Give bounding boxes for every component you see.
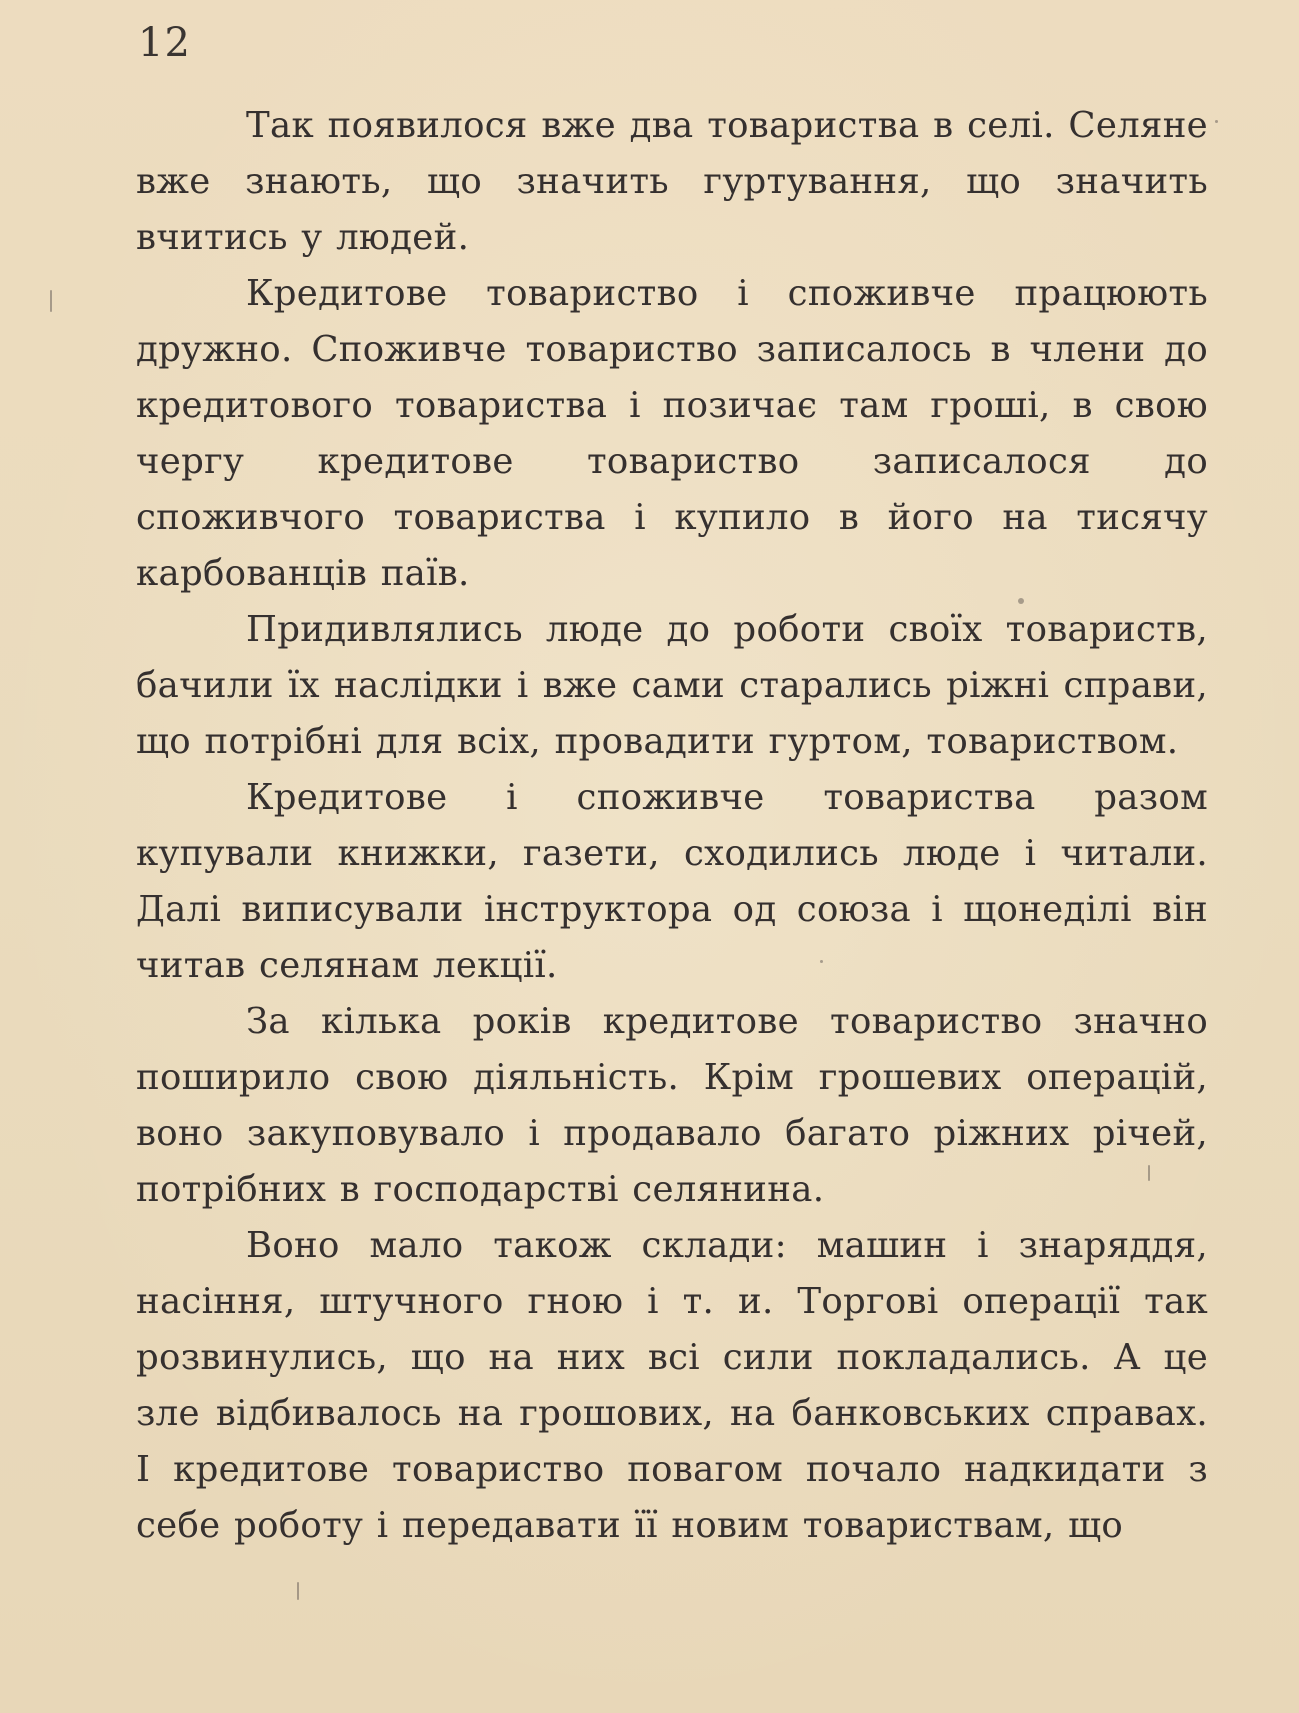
paper-speck <box>297 1582 299 1600</box>
paragraph-4: Кредитове і споживче товариства разом купували книжки, газети, сходились люде і читали. Далі виписували інструктора од союза і щонеділі він читав селянам лекції. <box>136 777 1208 986</box>
paper-speck <box>50 290 52 312</box>
paragraph-6: Воно мало також склади: машин і знаряддя, насіння, штучного гною і т. и. Торгові операції так розвинулись, що на них всі сили покладались. А це зле відбивалось на грошових, на банковських справах. І кредитове товариство повагом почало надкидати з себе роботу і передавати її новим товариствам, що <box>136 1225 1208 1546</box>
paragraph-3: Придивлялись люде до роботи своїх товариств, бачили їх наслідки і вже сами старались ріжні справи, що потрібні для всіх, провадити гуртом, товариством. <box>136 609 1208 762</box>
page-number: 12 <box>138 20 191 66</box>
paper-speck <box>820 960 823 963</box>
paper-speck <box>1148 1165 1150 1181</box>
paragraph-2: Кредитове товариство і споживче працюють дружно. Споживче товариство записалось в члени до кредитового товариства і позичає там гроші, в свою чергу кредитове товариство записалося до споживчого товариства і купило в його на тисячу карбованців паїв. <box>136 273 1208 594</box>
paper-speck <box>1215 120 1218 123</box>
body-text <box>136 98 1208 1554</box>
paper-speck <box>1018 598 1024 604</box>
paragraph-5: За кілька років кредитове товариство значно поширило свою діяльність. Крім грошевих операцій, воно закуповувало і продавало багато ріжних річей, потрібних в господарстві селянина. <box>136 1001 1208 1210</box>
paragraph-1: Так появилося вже два товариства в селі. Селяне вже знають, що значить гуртування, що значить вчитись у людей. <box>136 105 1208 258</box>
